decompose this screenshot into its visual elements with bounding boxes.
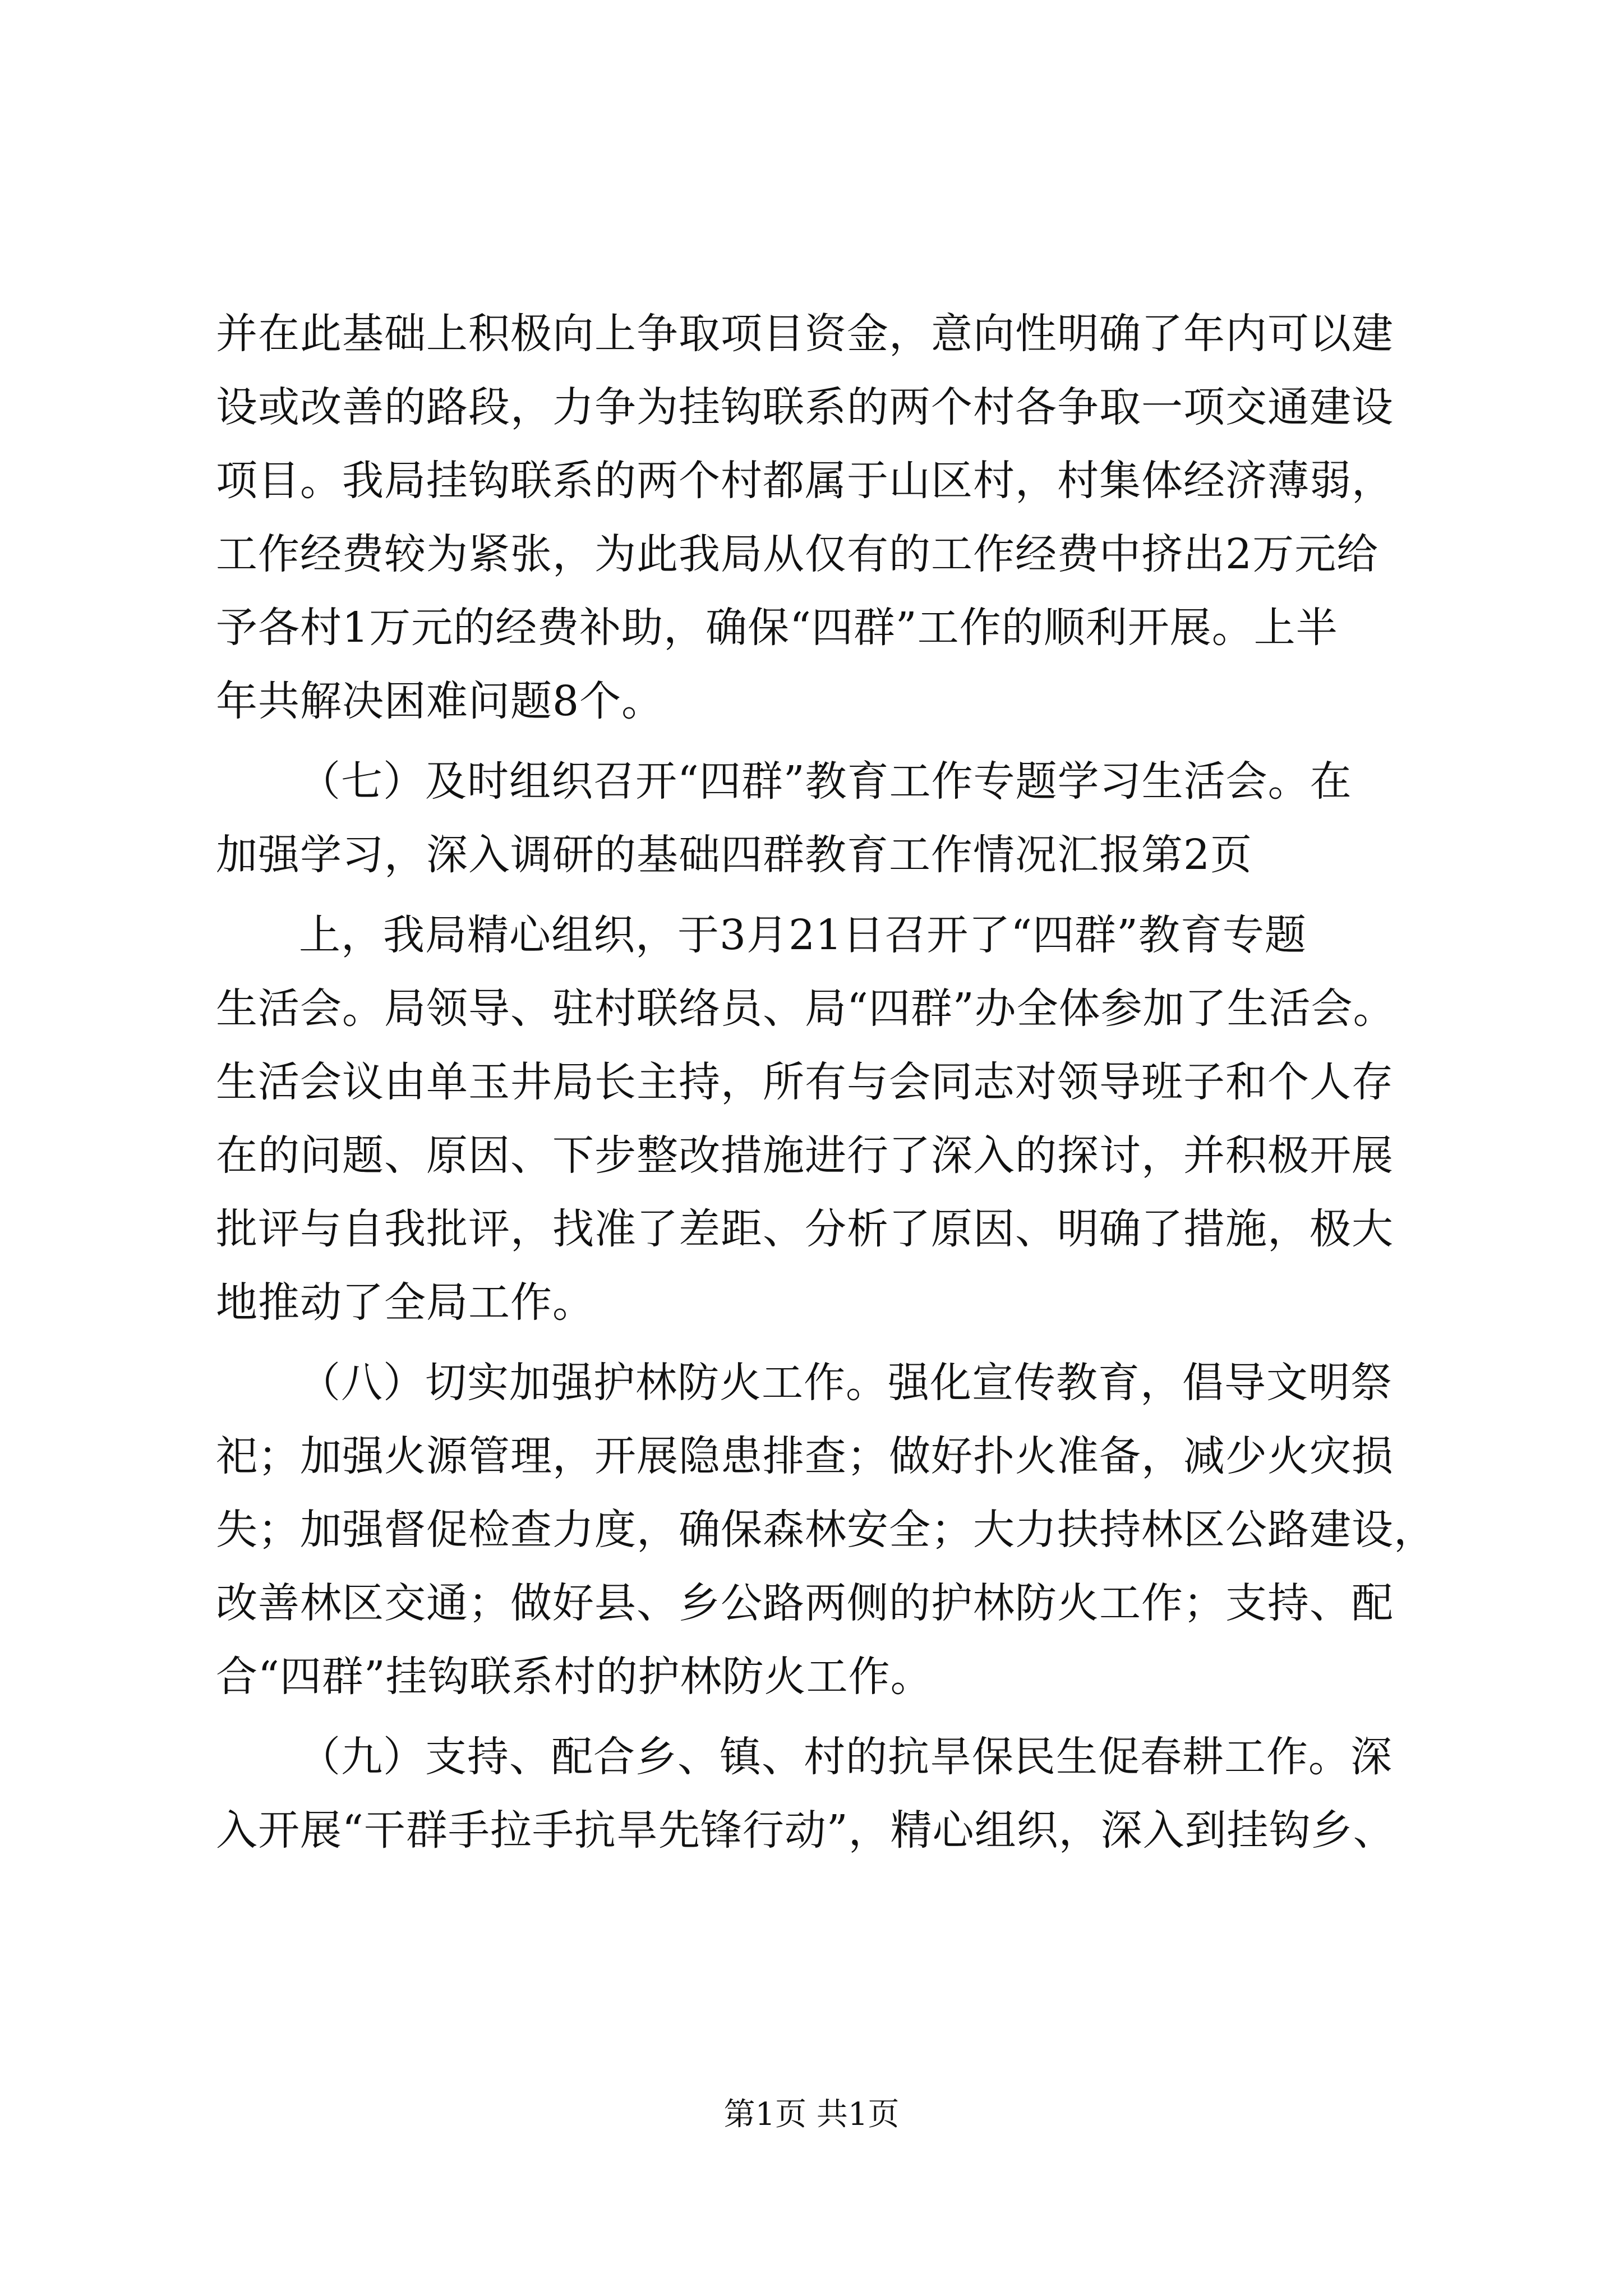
- paragraph-3: [216, 899, 1422, 1340]
- text-line: 加强学习，深入调研的基础四群教育工作情况汇报第2页: [216, 831, 1253, 879]
- document-body: [216, 297, 1436, 1867]
- paragraph-2: [216, 745, 1422, 892]
- text-line: 入开展“干群手拉手抗旱先锋行动”，精心组织，深入到挂钩乡、: [216, 1806, 1395, 1855]
- text-line: 改善林区交通；做好县、乡公路两侧的护林防火工作；支持、配: [216, 1579, 1394, 1627]
- text-line: 祀；加强火源管理，开展隐患排查；做好扑火准备，减少火灾损: [216, 1432, 1394, 1480]
- page-footer: 第1页 共1页: [723, 2096, 900, 2133]
- text-line: 批评与自我批评，找准了差距、分析了原因、明确了措施，极大: [216, 1205, 1394, 1253]
- text-line: 失；加强督促检查力度，确保森林安全；大力扶持林区公路建设，: [216, 1506, 1436, 1554]
- paragraph-5: [216, 1720, 1422, 1867]
- text-line: 年共解决困难问题8个。: [216, 677, 664, 725]
- text-line: 工作经费较为紧张，为此我局从仅有的工作经费中挤出2万元给: [216, 530, 1379, 578]
- text-line: 在的问题、原因、下步整改措施进行了深入的探讨，并积极开展: [216, 1131, 1394, 1180]
- text-line: 项目。我局挂钩联系的两个村都属于山区村，村集体经济薄弱，: [216, 457, 1394, 505]
- text-line: （九）支持、配合乡、镇、村的抗旱保民生促春耕工作。深: [299, 1733, 1393, 1781]
- text-line: 生活会。局领导、驻村联络员、局“四群”办全体参加了生活会。: [216, 984, 1395, 1033]
- paragraph-4: [216, 1346, 1436, 1714]
- text-line: 上，我局精心组织，于3月21日召开了“四群”教育专题: [299, 911, 1307, 959]
- text-line: （七）及时组织召开“四群”教育工作专题学习生活会。在: [299, 757, 1352, 806]
- text-line: 设或改善的路段，力争为挂钩联系的两个村各争取一项交通建设: [216, 383, 1394, 431]
- text-line: 生活会议由单玉井局长主持，所有与会同志对领导班子和个人存: [216, 1058, 1394, 1106]
- text-line: 合“四群”挂钩联系村的护林防火工作。: [216, 1653, 933, 1701]
- text-line: （八）切实加强护林防火工作。强化宣传教育，倡导文明祭: [299, 1359, 1393, 1407]
- text-line: 并在此基础上积极向上争取项目资金，意向性明确了年内可以建: [216, 310, 1394, 358]
- paragraph-1: [216, 297, 1422, 738]
- text-line: 予各村1万元的经费补助，确保“四群”工作的顺利开展。上半: [216, 604, 1338, 652]
- text-line: 地推动了全局工作。: [216, 1278, 594, 1327]
